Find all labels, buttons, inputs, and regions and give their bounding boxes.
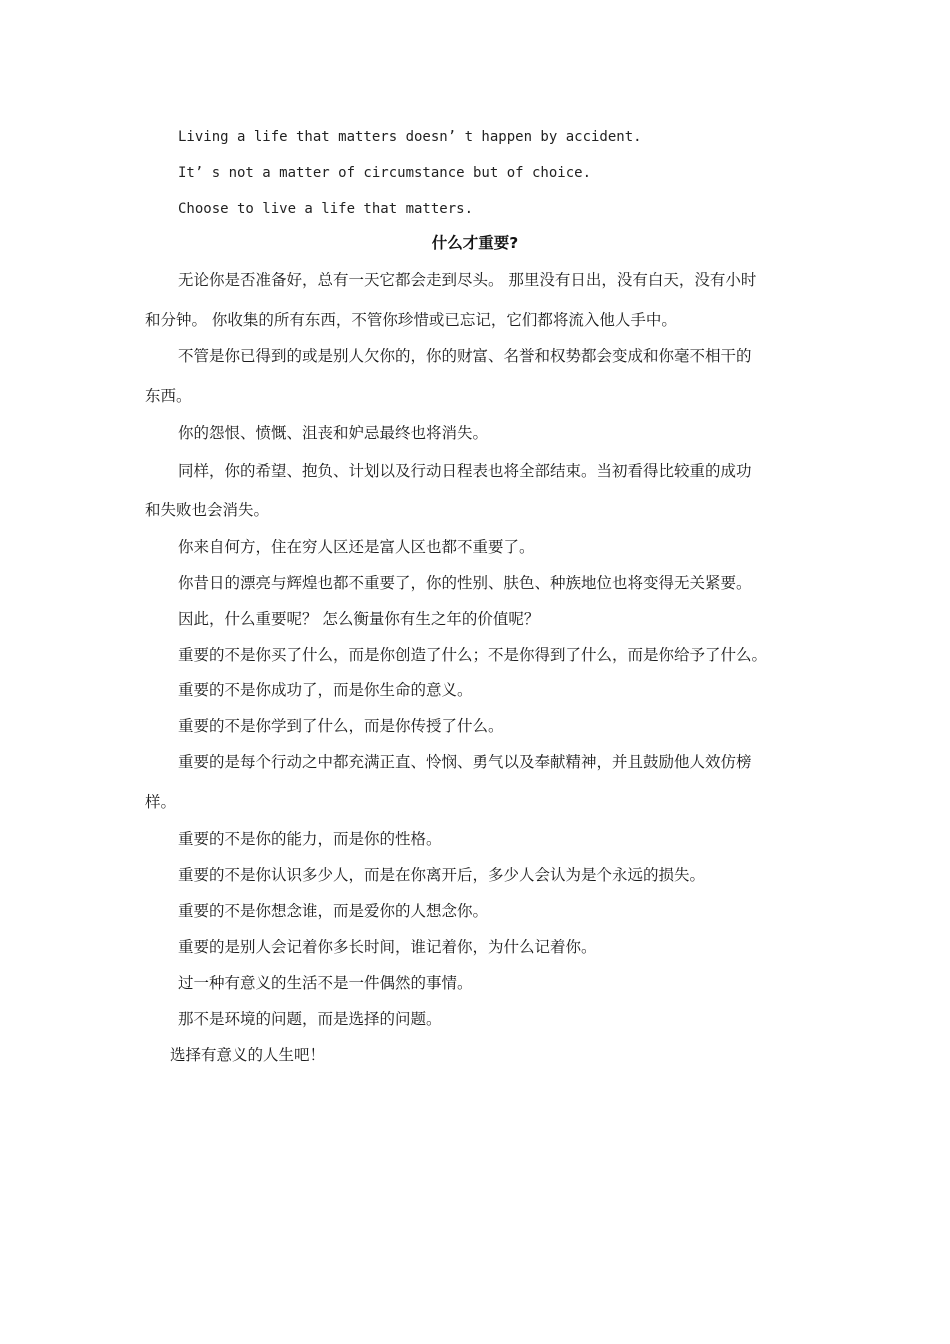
paragraph-line: 重要的不是你买了什么，而是你创造了什么；不是你得到了什么，而是你给予了什么。 xyxy=(178,646,768,664)
paragraph-line: 重要的不是你成功了，而是你生命的意义。 xyxy=(178,681,473,699)
paragraph-line: 和分钟。 你收集的所有东西，不管你珍惜或已忘记，它们都将流入他人手中。 xyxy=(145,311,677,329)
paragraph-line: 因此，什么重要呢？ 怎么衡量你有生之年的价值呢？ xyxy=(178,610,540,628)
paragraph-line: 重要的是每个行动之中都充满正直、怜悯、勇气以及奉献精神，并且鼓励他人效仿榜 xyxy=(178,753,752,771)
paragraph-line: 过一种有意义的生活不是一件偶然的事情。 xyxy=(178,974,473,992)
paragraph-line: 那不是环境的问题，而是选择的问题。 xyxy=(178,1010,442,1028)
paragraph-line: 重要的不是你学到了什么，而是你传授了什么。 xyxy=(178,717,504,735)
paragraph-line: 你的怨恨、愤慨、沮丧和妒忌最终也将消失。 xyxy=(178,424,489,442)
paragraph-line: 和失败也会消失。 xyxy=(145,501,270,519)
paragraph-line: 你来自何方，住在穷人区还是富人区也都不重要了。 xyxy=(178,538,535,556)
paragraph-line: 东西。 xyxy=(145,387,192,405)
paragraph-line: 你昔日的漂亮与辉煌也都不重要了，你的性别、肤色、种族地位也将变得无关紧要。 xyxy=(178,574,752,592)
paragraph-line: 同样，你的希望、抱负、计划以及行动日程表也将全部结束。当初看得比较重的成功 xyxy=(178,462,752,480)
paragraph-line: 样。 xyxy=(145,793,177,811)
english-line: Living a life that matters doesn’ t happen by accident. xyxy=(178,129,642,145)
english-line: It’ s not a matter of circumstance but of choice. xyxy=(178,165,592,181)
paragraph-line: 无论你是否准备好，总有一天它都会走到尽头。 那里没有日出，没有白天，没有小时 xyxy=(178,271,757,289)
english-line: Choose to live a life that matters. xyxy=(178,201,474,217)
closing-line: 选择有意义的人生吧！ xyxy=(170,1046,326,1064)
paragraph-line: 不管是你已得到的或是别人欠你的，你的财富、名誉和权势都会变成和你毫不相干的 xyxy=(178,347,752,365)
document-title: 什么才重要? xyxy=(431,234,519,252)
paragraph-line: 重要的不是你想念谁，而是爱你的人想念你。 xyxy=(178,902,489,920)
paragraph-line: 重要的不是你的能力，而是你的性格。 xyxy=(178,830,442,848)
paragraph-line: 重要的不是你认识多少人，而是在你离开后，多少人会认为是个永远的损失。 xyxy=(178,866,706,884)
paragraph-line: 重要的是别人会记着你多长时间，谁记着你，为什么记着你。 xyxy=(178,938,597,956)
